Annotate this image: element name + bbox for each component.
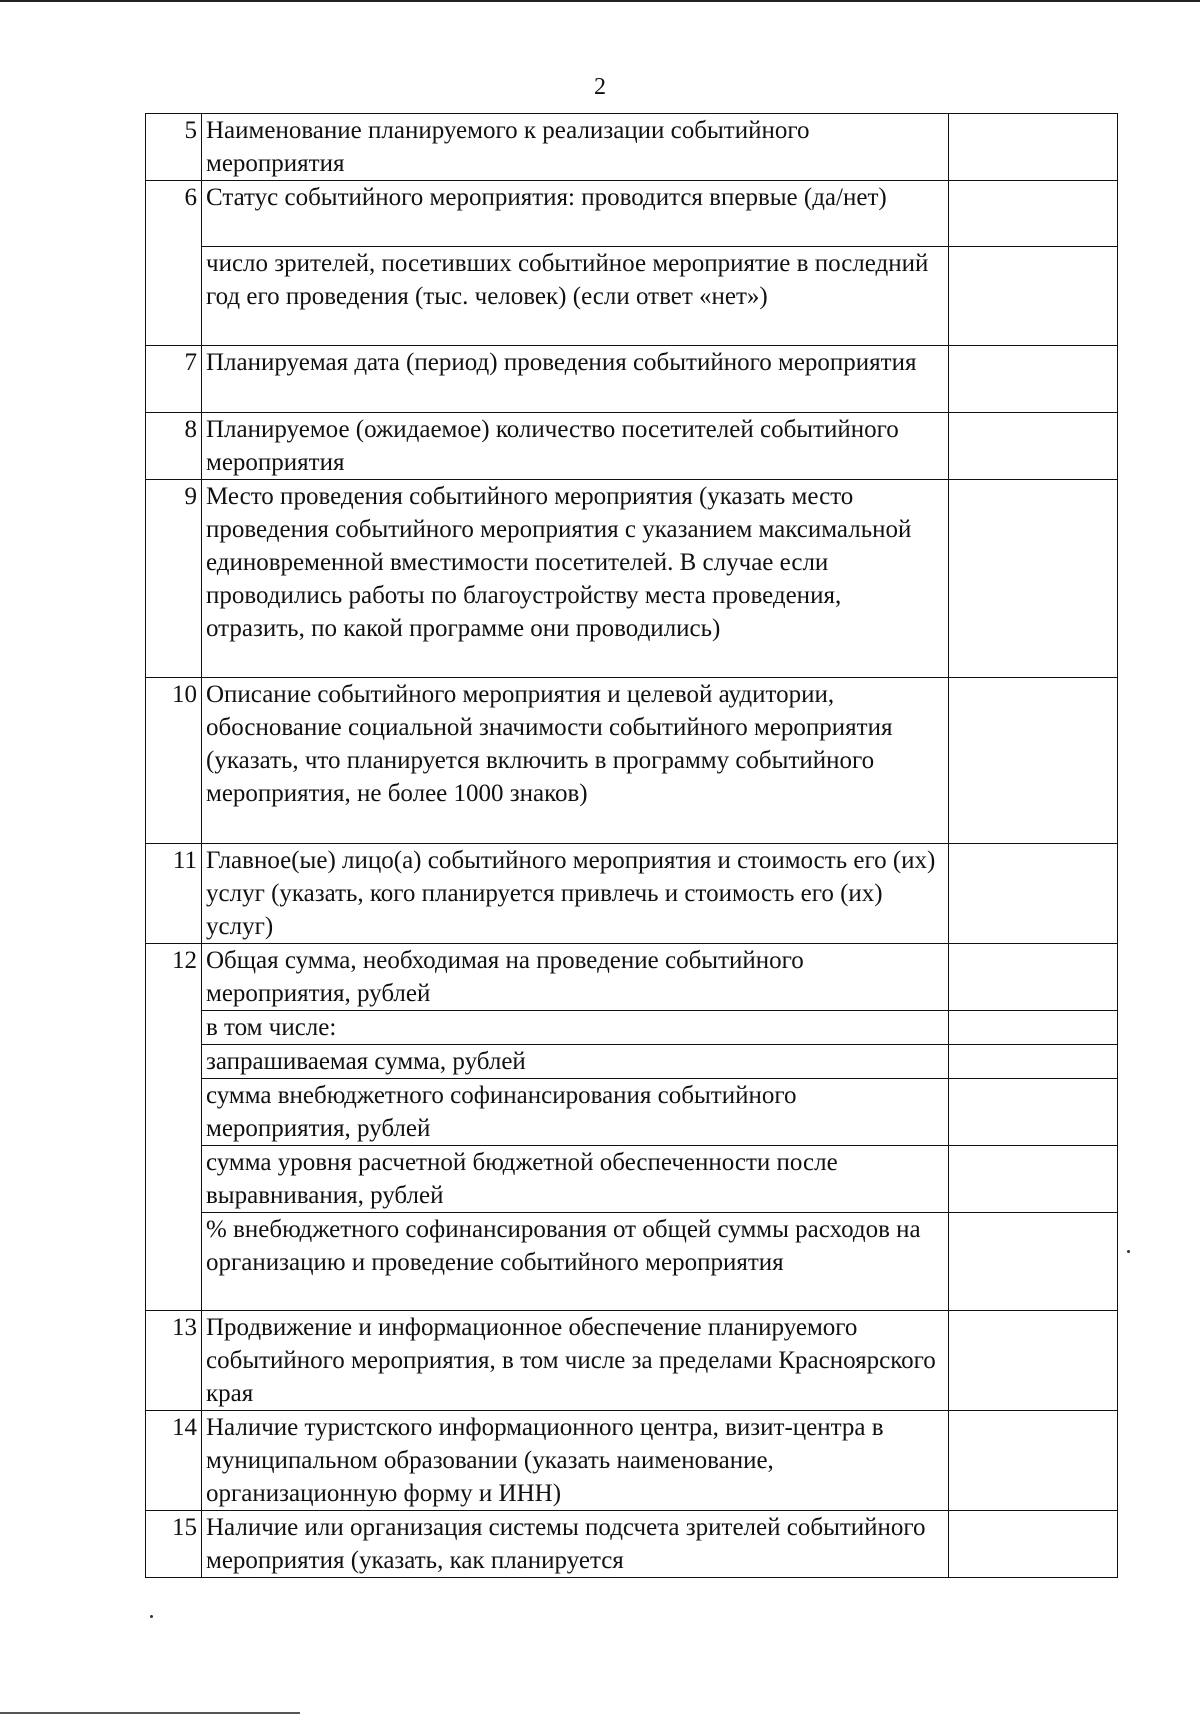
table-row [146, 844, 1118, 944]
row-sub-description: запрашиваемая сумма, рублей [202, 1045, 949, 1079]
row-sub-description: сумма внебюджетного софинансирования событийного мероприятия, рублей [202, 1079, 949, 1146]
row-description: Наличие туристского информационного центра, визит-центра в муниципальном образовании (указать наименование, организационную форму и ИНН) [202, 1411, 949, 1511]
row-description: Описание событийного мероприятия и целевой аудитории, обоснование социальной значимости событийного мероприятия (указать, что планируется включить в программу событийного мероприятия, не более 1000 знаков) [202, 678, 949, 844]
scan-speck [150, 1615, 153, 1618]
bottom-scan-edge [0, 1712, 300, 1714]
row-number: 8 [146, 413, 202, 480]
row-description: Главное(ые) лицо(а) событийного мероприятия и стоимость его (их) услуг (указать, кого планируется привлечь и стоимость его (их) услуг) [202, 844, 949, 944]
table-row [146, 1411, 1118, 1511]
row-description: Планируемая дата (период) проведения событийного мероприятия [202, 346, 949, 413]
page-number: 2 [594, 74, 606, 100]
table-row [146, 114, 1118, 181]
row-description: Статус событийного мероприятия: проводится впервые (да/нет) [202, 181, 949, 247]
row-number: 6 [146, 181, 202, 346]
top-scan-edge [0, 0, 1200, 2]
value-cell[interactable] [949, 480, 1118, 678]
value-cell[interactable] [949, 1011, 1118, 1045]
table-subrow [146, 1213, 1118, 1311]
table-subrow [146, 247, 1118, 346]
table-subrow [146, 1011, 1118, 1045]
row-number: 11 [146, 844, 202, 944]
scan-speck [1127, 1250, 1130, 1253]
value-cell[interactable] [949, 1411, 1118, 1511]
table-subrow [146, 1146, 1118, 1213]
table-row [146, 1311, 1118, 1411]
row-description: Общая сумма, необходимая на проведение событийного мероприятия, рублей [202, 944, 949, 1011]
application-form-table [145, 113, 1118, 1578]
table-row [146, 1511, 1118, 1578]
row-description: Наличие или организация системы подсчета зрителей событийного мероприятия (указать, как планируется [202, 1511, 949, 1578]
row-number: 14 [146, 1411, 202, 1511]
value-cell[interactable] [949, 1079, 1118, 1146]
table-row [146, 480, 1118, 678]
table-row [146, 413, 1118, 480]
value-cell[interactable] [949, 844, 1118, 944]
row-description: Планируемое (ожидаемое) количество посетителей событийного мероприятия [202, 413, 949, 480]
value-cell[interactable] [949, 1146, 1118, 1213]
row-description: Место проведения событийного мероприятия (указать место проведения событийного мероприятия с указанием максимальной единовременной вместимости посетителей. В случае если проводились работы по благоустройству места проведения, отразить, по какой программе они проводились) [202, 480, 949, 678]
value-cell[interactable] [949, 1311, 1118, 1411]
row-sub-description: число зрителей, посетивших событийное мероприятие в последний год его проведения (тыс. человек) (если ответ «нет») [202, 247, 949, 346]
table-row [146, 678, 1118, 844]
value-cell[interactable] [949, 1045, 1118, 1079]
row-number: 9 [146, 480, 202, 678]
table-row [146, 346, 1118, 413]
value-cell[interactable] [949, 678, 1118, 844]
value-cell[interactable] [949, 181, 1118, 247]
row-number: 10 [146, 678, 202, 844]
row-number: 13 [146, 1311, 202, 1411]
row-number: 12 [146, 944, 202, 1311]
value-cell[interactable] [949, 944, 1118, 1011]
row-description: Наименование планируемого к реализации событийного мероприятия [202, 114, 949, 181]
value-cell[interactable] [949, 247, 1118, 346]
value-cell[interactable] [949, 1213, 1118, 1311]
row-number: 5 [146, 114, 202, 181]
table-row [146, 181, 1118, 247]
value-cell[interactable] [949, 413, 1118, 480]
value-cell[interactable] [949, 1511, 1118, 1578]
value-cell[interactable] [949, 346, 1118, 413]
table-row [146, 944, 1118, 1011]
value-cell[interactable] [949, 114, 1118, 181]
row-sub-description: в том числе: [202, 1011, 949, 1045]
row-sub-description: % внебюджетного софинансирования от общей суммы расходов на организацию и проведение событийного мероприятия [202, 1213, 949, 1311]
row-sub-description: сумма уровня расчетной бюджетной обеспеченности после выравнивания, рублей [202, 1146, 949, 1213]
row-number: 15 [146, 1511, 202, 1578]
table-subrow [146, 1045, 1118, 1079]
row-description: Продвижение и информационное обеспечение планируемого событийного мероприятия, в том числе за пределами Красноярского края [202, 1311, 949, 1411]
row-number: 7 [146, 346, 202, 413]
table-subrow [146, 1079, 1118, 1146]
